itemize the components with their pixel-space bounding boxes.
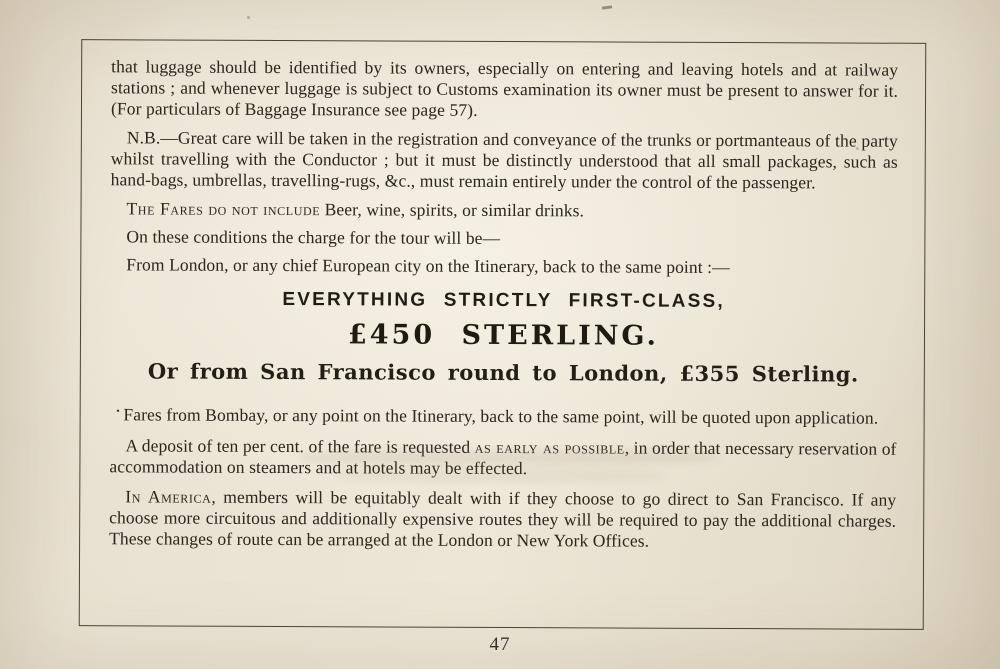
scan-speck — [247, 16, 250, 19]
paragraph-fares-exclusions — [110, 198, 897, 222]
deposit-post-text: , in order that necessary reservation of accommodation on steamers and at hotels may be effected. — [109, 437, 897, 479]
headline-san-francisco-fare: Or from San Francisco round to London, £355 Sterling. — [147, 358, 859, 387]
paragraph-luggage-conditions: that luggage should be identified by its owners, especially on entering and leaving hotels and at railway stations ; and whenever luggage is subject to Customs examination its owner must be present to answer for it. (For particulars of Baggage Insurance see page 57). — [110, 56, 899, 120]
paragraph-bombay-fares — [110, 401, 897, 428]
headline-price-sterling: £450 STERLING. — [347, 319, 660, 352]
page-border-frame — [79, 39, 927, 630]
headline-first-class: EVERYTHING STRICTLY FIRST-CLASS, — [282, 289, 725, 312]
scan-speck — [602, 5, 612, 9]
america-rest-text: , members will be equitably dealt with if they choose to go direct to San Francisco. If any choose more circuitous and additionally expensive routes they will be required to pay the additional charges. These changes of route can be arranged at the London or New York Offices. — [109, 486, 897, 551]
bombay-fares-text: Fares from Bombay, or any point on the Itinerary, back to the same point, will be quoted upon application. — [123, 404, 879, 428]
footnote-dot-marker: · — [115, 404, 121, 420]
paragraph-deposit — [109, 435, 896, 480]
paragraph-charge-conditions: On these conditions the charge for the tour will be— — [126, 226, 501, 248]
paragraph-from-london: From London, or any chief European city on the Itinerary, back to the same point :— — [126, 254, 730, 277]
paragraph-nota-bene: N.B.—Great care will be taken in the registration and conveyance of the trunks or portmanteaus of the party whilst travelling with the Conductor ; but it must be distinctly understood that all small packages, such as hand-bags, umbrellas, travelling-rugs, &c., must remain entirely under the control of the passenger. — [110, 127, 898, 193]
deposit-smallcaps-text: as early as possible — [474, 436, 625, 458]
fares-smallcaps-text: The Fares do not include — [126, 198, 321, 220]
page-number: 47 — [489, 634, 511, 655]
fares-rest-text: Beer, wine, spirits, or similar drinks. — [320, 199, 585, 221]
deposit-pre-text: A deposit of ten per cent. of the fare is requested — [125, 435, 475, 457]
america-smallcaps-text: In America — [125, 486, 212, 507]
paragraph-in-america — [109, 486, 896, 552]
